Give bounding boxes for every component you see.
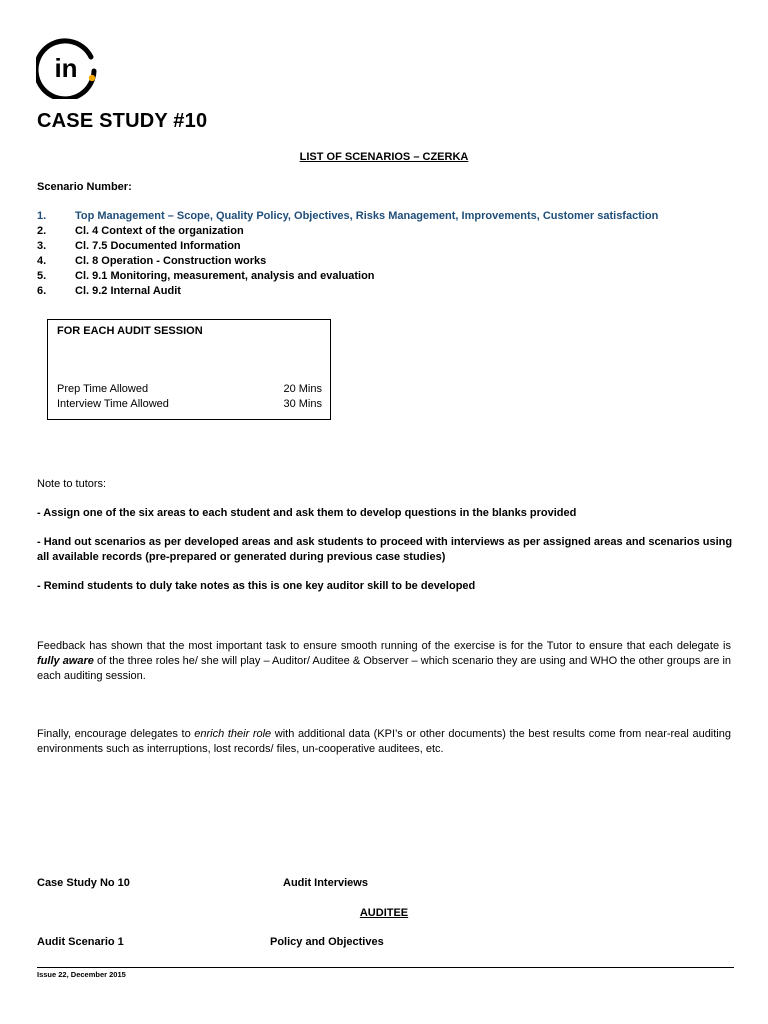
note-label: Note to tutors: — [37, 478, 107, 490]
audit-scenario-label: Audit Scenario 1 — [37, 936, 124, 948]
scenario-text: Cl. 4 Context of the organization — [75, 225, 244, 237]
interview-time-row — [57, 398, 322, 410]
feedback-emphasis: fully aware — [37, 655, 94, 667]
audit-scenario-value: Policy and Objectives — [270, 936, 384, 948]
finally-text-2: with additional data (KPI’s or other documents) the best results come from near-real auditing environments such as interruptions, lost records/ files, un-cooperative auditees, etc. — [37, 728, 731, 755]
scenario-text: Cl. 7.5 Documented Information — [75, 240, 241, 252]
page-title: CASE STUDY #10 — [37, 110, 208, 132]
scenario-text: Cl. 9.1 Monitoring, measurement, analysis and evaluation — [75, 270, 375, 282]
feedback-text-1: Feedback has shown that the most important task to ensure smooth running of the exercise is for the Tutor to ensure that each delegate is — [37, 640, 731, 652]
logo-mark — [36, 35, 100, 99]
audit-box-heading: FOR EACH AUDIT SESSION — [57, 325, 203, 337]
scenario-num: 1. — [37, 210, 47, 222]
scenario-num: 6. — [37, 285, 47, 297]
scenario-text: Cl. 9.2 Internal Audit — [75, 285, 181, 297]
finally-emphasis: enrich their role — [194, 728, 272, 740]
tutor-note: - Assign one of the six areas to each student and ask them to develop questions in the blanks provided — [37, 507, 577, 519]
scenario-num: 2. — [37, 225, 47, 237]
audit-session-box — [47, 319, 331, 420]
list-heading-text: LIST OF SCENARIOS – CZERKA — [299, 151, 469, 163]
auditee-text: AUDITEE — [359, 907, 409, 919]
audit-interviews-label: Audit Interviews — [283, 877, 368, 889]
logo-text: in — [54, 53, 78, 83]
scenario-num: 4. — [37, 255, 47, 267]
interview-time-label: Interview Time Allowed — [57, 398, 169, 410]
scenario-text: Top Management – Scope, Quality Policy, Objectives, Risks Management, Improvements, Customer satisfaction — [75, 210, 659, 222]
tutor-note: - Hand out scenarios as per developed areas and ask students to proceed with interviews as per assigned areas and scenarios using all available records (pre-prepared or generated during previous case studies) — [37, 536, 733, 563]
case-study-label: Case Study No 10 — [37, 877, 130, 889]
auditee-heading — [0, 906, 768, 920]
prep-time-label: Prep Time Allowed — [57, 383, 149, 395]
company-logo — [36, 35, 100, 99]
feedback-text-2: of the three roles he/ she will play – Auditor/ Auditee & Observer – which scenario they are using and WHO the other groups are in each auditing session. — [37, 655, 732, 682]
list-heading — [0, 151, 768, 163]
scenario-number-label: Scenario Number: — [37, 181, 132, 193]
finally-paragraph — [37, 727, 731, 757]
scenario-num: 3. — [37, 240, 47, 252]
prep-time-value: 20 Mins — [283, 383, 322, 395]
scenario-text: Cl. 8 Operation - Construction works — [75, 255, 267, 267]
finally-text-1: Finally, encourage delegates to — [37, 728, 195, 740]
scenario-num: 5. — [37, 270, 47, 282]
footer-divider — [37, 967, 734, 968]
footer-issue-text: Issue 22, December 2015 — [37, 970, 126, 979]
feedback-paragraph — [37, 639, 731, 684]
prep-time-row — [57, 383, 322, 395]
tutor-note: - Remind students to duly take notes as this is one key auditor skill to be developed — [37, 580, 476, 592]
interview-time-value: 30 Mins — [283, 398, 322, 410]
